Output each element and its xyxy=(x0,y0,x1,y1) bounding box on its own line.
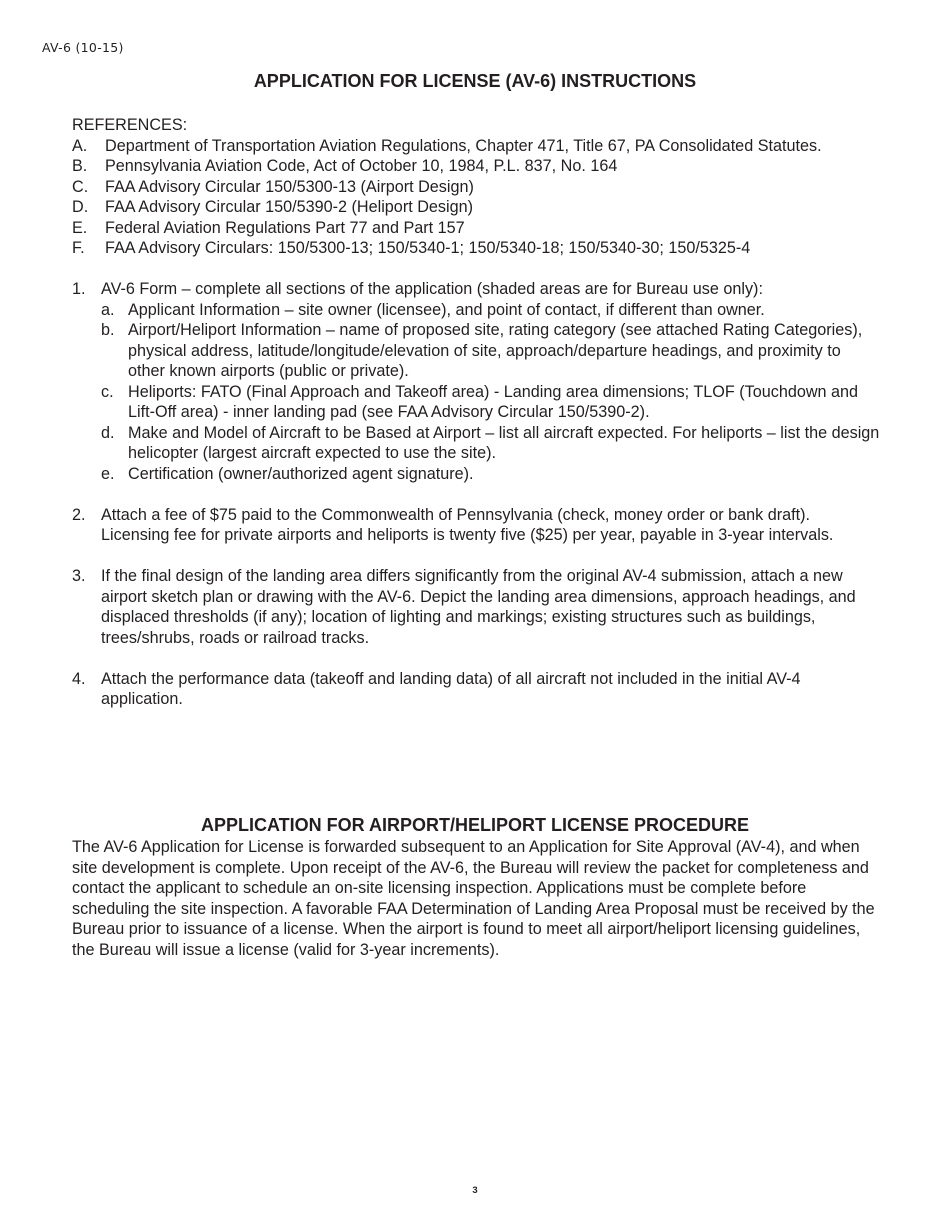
reference-text: Federal Aviation Regulations Part 77 and Part 157 xyxy=(105,218,465,237)
reference-letter: A. xyxy=(72,136,88,155)
reference-letter: C. xyxy=(72,177,89,196)
page-title: APPLICATION FOR LICENSE (AV-6) INSTRUCTIONS xyxy=(253,71,697,91)
instruction-text: Attach a fee of $75 paid to the Commonwealth of Pennsylvania (check, money order or bank draft). Licensing fee for private airports and heliports is twenty five ($25) per year, payable in 3-year intervals. xyxy=(101,505,834,544)
reference-item xyxy=(72,156,882,177)
instruction-text: If the final design of the landing area differs significantly from the original AV-4 submission, attach a new airport sketch plan or drawing with the AV-6. Depict the landing area dimensions, approach headings, and displaced thresholds (if any); location of lighting and markings; existing structures such as buildings, trees/shrubs, roads or railroad tracks. xyxy=(101,567,856,647)
instruction-subitem xyxy=(101,423,882,464)
reference-letter: F. xyxy=(72,239,85,257)
procedure-title: APPLICATION FOR AIRPORT/HELIPORT LICENSE PROCEDURE xyxy=(200,815,750,835)
reference-text: FAA Advisory Circular 150/5300-13 (Airport Design) xyxy=(105,177,474,196)
instruction-number: 4. xyxy=(72,669,86,688)
subitem-text: Heliports: FATO (Final Approach and Takeoff area) - Landing area dimensions; TLOF (Touchdown and Lift-Off area) - inner landing pad (see FAA Advisory Circular 150/5390-2). xyxy=(128,382,859,421)
reference-text: FAA Advisory Circulars: 150/5300-13; 150/5340-1; 150/5340-18; 150/5340-30; 150/5325-4 xyxy=(105,239,751,257)
instruction-item xyxy=(72,669,882,710)
subitem-letter: a. xyxy=(101,300,115,319)
reference-item xyxy=(72,177,882,198)
instruction-item xyxy=(72,505,882,546)
instruction-item xyxy=(72,566,882,648)
subitem-text: Certification (owner/authorized agent signature). xyxy=(128,464,474,483)
instructions-content xyxy=(72,115,882,710)
instruction-subitem xyxy=(101,300,882,321)
instruction-subitem xyxy=(101,320,882,382)
reference-item xyxy=(72,197,882,218)
references-list xyxy=(72,136,882,259)
subitem-letter: d. xyxy=(101,423,115,442)
subitem-text: Applicant Information – site owner (licensee), and point of contact, if different than owner. xyxy=(128,300,765,319)
instruction-subitem xyxy=(101,382,882,423)
subitem-letter: c. xyxy=(101,382,114,401)
instruction-number: 1. xyxy=(72,280,86,298)
reference-letter: B. xyxy=(72,157,88,175)
references-heading: REFERENCES: xyxy=(72,116,188,134)
reference-item xyxy=(72,218,882,239)
instruction-text: AV-6 Form – complete all sections of the application (shaded areas are for Bureau use only): xyxy=(101,280,763,298)
instruction-subitem xyxy=(101,464,882,485)
reference-item xyxy=(72,238,882,259)
form-id: AV-6 (10-15) xyxy=(42,40,124,55)
subitem-letter: e. xyxy=(101,464,115,483)
reference-letter: E. xyxy=(72,218,88,237)
instruction-item xyxy=(72,279,882,484)
reference-letter: D. xyxy=(72,198,89,216)
reference-item xyxy=(72,136,882,157)
reference-text: Department of Transportation Aviation Regulations, Chapter 471, Title 67, PA Consolidated Statutes. xyxy=(105,136,822,155)
procedure-body: The AV-6 Application for License is forwarded subsequent to an Application for Site Approval (AV-4), and when site development is complete. Upon receipt of the AV-6, the Bureau will review the packet for completeness and contact the applicant to schedule an on-site licensing inspection. Applications must be complete before scheduling the site inspection. A favorable FAA Determination of Landing Area Proposal must be received by the Bureau prior to issuance of a license. When the airport is found to meet all airport/heliport licensing guidelines, the Bureau will issue a license (valid for 3-year increments). xyxy=(72,838,875,959)
reference-text: Pennsylvania Aviation Code, Act of October 10, 1984, P.L. 837, No. 164 xyxy=(105,157,618,175)
instruction-body xyxy=(101,279,882,484)
instruction-number: 2. xyxy=(72,505,86,524)
instruction-number: 3. xyxy=(72,567,86,585)
subitem-text: Airport/Heliport Information – name of proposed site, rating category (see attached Rating Categories), physical address, latitude/longitude/elevation of site, approach/departure headings, and proximity to other known airports (public or private). xyxy=(128,321,863,380)
reference-text: FAA Advisory Circular 150/5390-2 (Heliport Design) xyxy=(105,198,473,216)
subitem-letter: b. xyxy=(101,321,115,339)
instruction-text: Attach the performance data (takeoff and landing data) of all aircraft not included in the initial AV-4 application. xyxy=(101,669,801,708)
subitem-text: Make and Model of Aircraft to be Based at Airport – list all aircraft expected. For heliports – list the design helicopter (largest aircraft expected to use the site). xyxy=(128,423,880,462)
page-number: 3 xyxy=(472,1185,478,1196)
